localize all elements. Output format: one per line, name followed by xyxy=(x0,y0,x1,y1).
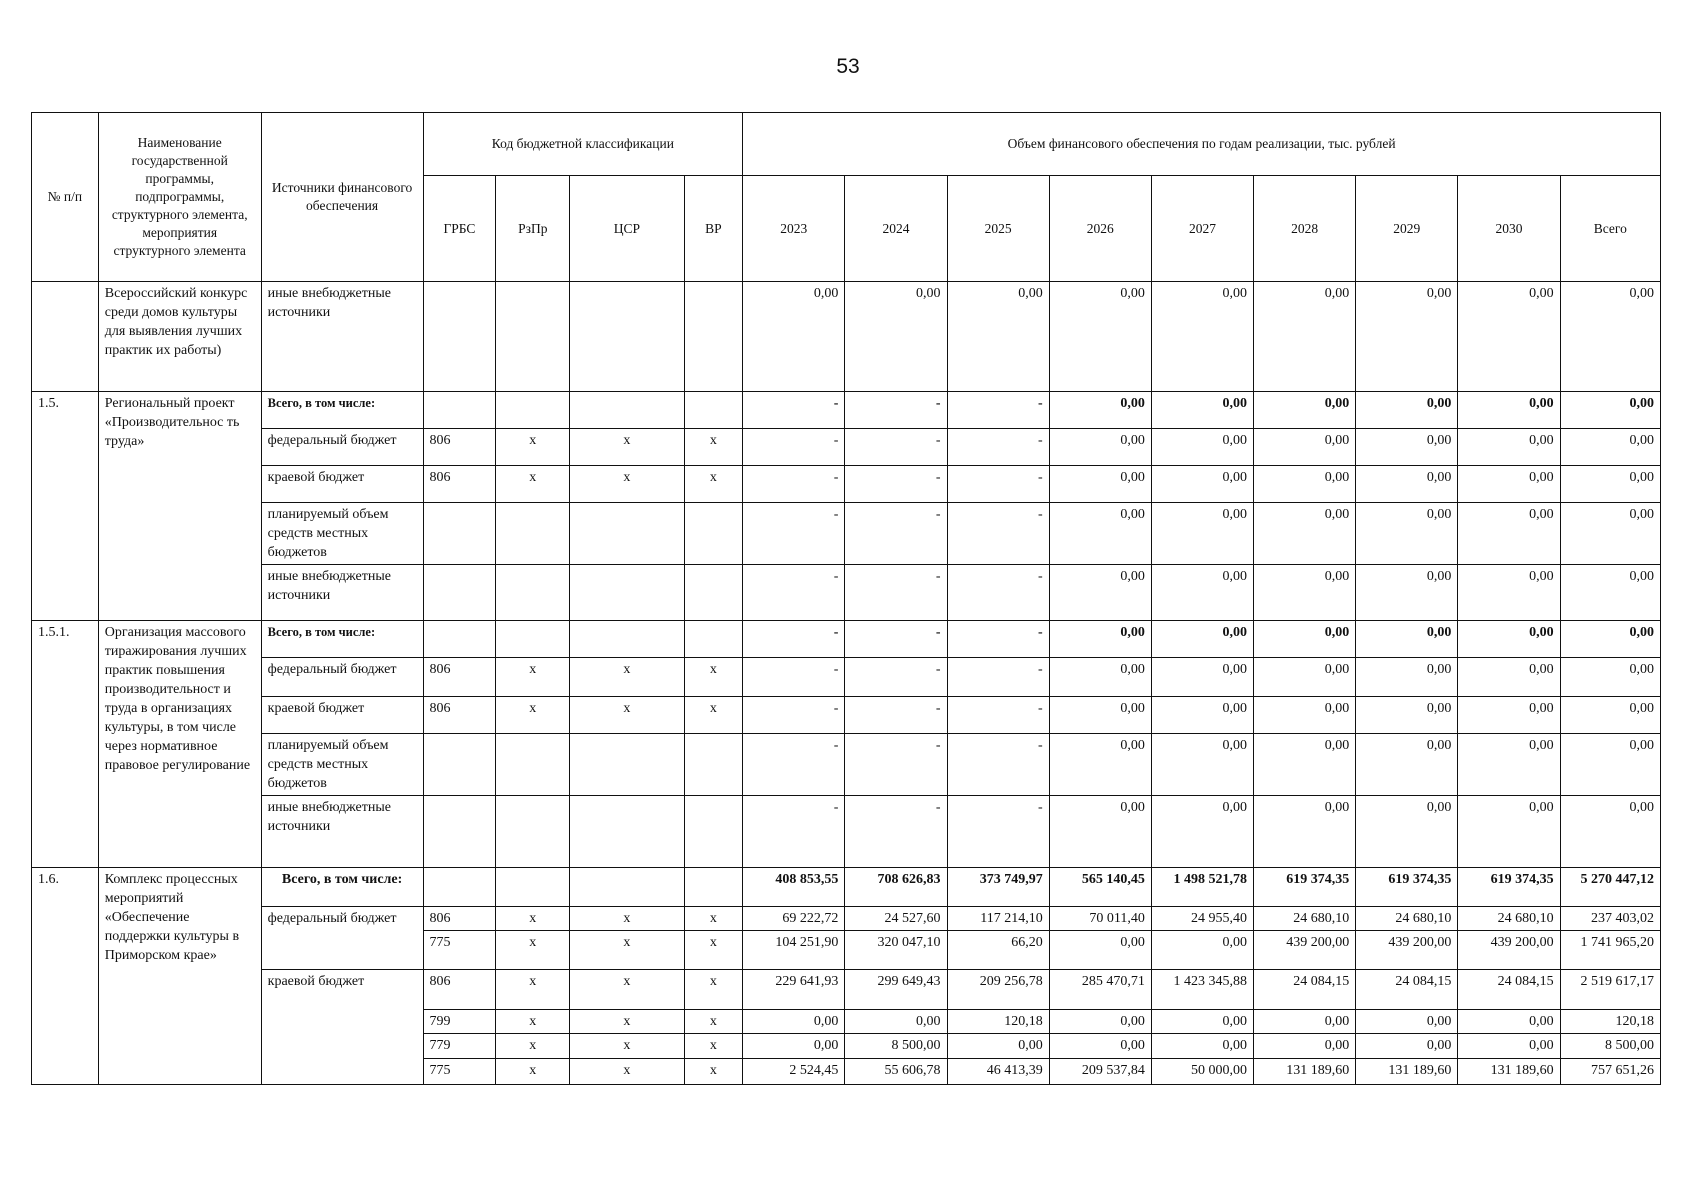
csr-code: x xyxy=(570,1034,684,1059)
vr-code: x xyxy=(684,931,743,970)
table-row xyxy=(32,282,1661,392)
table-row xyxy=(32,697,1661,734)
year-value: 0,00 xyxy=(743,1010,845,1034)
year-value: 0,00 xyxy=(1151,621,1253,658)
year-value: 117 214,10 xyxy=(947,907,1049,931)
year-value: 0,00 xyxy=(1356,282,1458,392)
rzpr-code: x xyxy=(496,970,570,1010)
year-value: - xyxy=(743,392,845,429)
year-value: 0,00 xyxy=(1151,282,1253,392)
year-value: - xyxy=(947,734,1049,796)
year-value: 0,00 xyxy=(1458,466,1560,503)
year-value: 0,00 xyxy=(1049,503,1151,565)
year-value: - xyxy=(845,734,947,796)
csr-code xyxy=(570,282,684,392)
year-value: - xyxy=(947,503,1049,565)
year-value: 0,00 xyxy=(1151,734,1253,796)
year-value: - xyxy=(743,466,845,503)
year-value: 0,00 xyxy=(1458,734,1560,796)
row-number: 1.6. xyxy=(32,868,99,1085)
year-value: 0,00 xyxy=(1356,466,1458,503)
rzpr-code xyxy=(496,621,570,658)
row-number xyxy=(32,282,99,392)
year-value: - xyxy=(947,392,1049,429)
year-value: 0,00 xyxy=(743,282,845,392)
table-row xyxy=(32,503,1661,565)
year-value: 0,00 xyxy=(1458,796,1560,868)
header-volume-group: Объем финансового обеспечения по годам реализации, тыс. рублей xyxy=(743,113,1661,176)
funding-source: федеральный бюджет xyxy=(261,907,423,970)
year-value: - xyxy=(743,658,845,697)
year-value: 0,00 xyxy=(1356,392,1458,429)
rzpr-code xyxy=(496,282,570,392)
year-value: 0,00 xyxy=(1356,565,1458,621)
year-value: 0,00 xyxy=(1458,621,1560,658)
year-value: 24 680,10 xyxy=(1458,907,1560,931)
funding-source: краевой бюджет xyxy=(261,466,423,503)
header-year-2025: 2025 xyxy=(947,176,1049,282)
header-name: Наименование государственной программы, подпрограммы, структурного элемента, мероприятия структурного элемента xyxy=(98,113,261,282)
year-value: 0,00 xyxy=(1356,697,1458,734)
year-value: 0,00 xyxy=(1151,658,1253,697)
year-value: 131 189,60 xyxy=(1356,1059,1458,1085)
header-year-2026: 2026 xyxy=(1049,176,1151,282)
vr-code: x xyxy=(684,658,743,697)
total-value: 0,00 xyxy=(1560,392,1660,429)
csr-code xyxy=(570,868,684,907)
year-value: 708 626,83 xyxy=(845,868,947,907)
year-value: 0,00 xyxy=(1254,429,1356,466)
funding-source: планируемый объем средств местных бюджетов xyxy=(261,734,423,796)
header-year-2028: 2028 xyxy=(1254,176,1356,282)
grbs-code xyxy=(423,503,496,565)
csr-code: x xyxy=(570,970,684,1010)
table-row xyxy=(32,796,1661,868)
year-value: 209 537,84 xyxy=(1049,1059,1151,1085)
year-value: - xyxy=(947,697,1049,734)
total-value: 0,00 xyxy=(1560,621,1660,658)
year-value: 0,00 xyxy=(1049,658,1151,697)
year-value: 0,00 xyxy=(1151,429,1253,466)
year-value: - xyxy=(947,429,1049,466)
item-name: Организация массового тиражирования лучших практик повышения производительност и труда в организациях культуры, в том числе через нормативное правовое регулирование xyxy=(98,621,261,868)
vr-code: x xyxy=(684,697,743,734)
vr-code xyxy=(684,796,743,868)
table-row xyxy=(32,970,1661,1010)
year-value: 55 606,78 xyxy=(845,1059,947,1085)
year-value: 8 500,00 xyxy=(845,1034,947,1059)
year-value: 0,00 xyxy=(1049,734,1151,796)
total-value: 0,00 xyxy=(1560,282,1660,392)
rzpr-code: x xyxy=(496,907,570,931)
csr-code: x xyxy=(570,1010,684,1034)
year-value: 0,00 xyxy=(947,282,1049,392)
total-value: 237 403,02 xyxy=(1560,907,1660,931)
year-value: 0,00 xyxy=(1151,503,1253,565)
header-year-2030: 2030 xyxy=(1458,176,1560,282)
year-value: - xyxy=(845,796,947,868)
year-value: 0,00 xyxy=(1458,697,1560,734)
header-source: Источники финансового обеспечения xyxy=(261,113,423,282)
year-value: - xyxy=(743,565,845,621)
funding-source: Всего, в том числе: xyxy=(261,621,423,658)
year-value: 0,00 xyxy=(1049,392,1151,429)
header-total: Всего xyxy=(1560,176,1660,282)
grbs-code: 779 xyxy=(423,1034,496,1059)
vr-code: x xyxy=(684,466,743,503)
year-value: 0,00 xyxy=(1254,1034,1356,1059)
year-value: 24 680,10 xyxy=(1254,907,1356,931)
year-value: 1 423 345,88 xyxy=(1151,970,1253,1010)
grbs-code xyxy=(423,734,496,796)
year-value: 0,00 xyxy=(1049,796,1151,868)
year-value: - xyxy=(845,658,947,697)
year-value: 0,00 xyxy=(1254,565,1356,621)
year-value: - xyxy=(947,565,1049,621)
year-value: 209 256,78 xyxy=(947,970,1049,1010)
year-value: 439 200,00 xyxy=(1458,931,1560,970)
year-value: 24 084,15 xyxy=(1458,970,1560,1010)
funding-source: Всего, в том числе: xyxy=(261,868,423,907)
year-value: 0,00 xyxy=(1356,658,1458,697)
row-number: 1.5.1. xyxy=(32,621,99,868)
year-value: 0,00 xyxy=(1049,1010,1151,1034)
year-value: 439 200,00 xyxy=(1254,931,1356,970)
header-num: № п/п xyxy=(32,113,99,282)
header-rzpr: РзПр xyxy=(496,176,570,282)
rzpr-code xyxy=(496,868,570,907)
grbs-code: 806 xyxy=(423,970,496,1010)
year-value: 0,00 xyxy=(1356,621,1458,658)
rzpr-code xyxy=(496,503,570,565)
csr-code: x xyxy=(570,429,684,466)
page-number: 53 xyxy=(836,55,860,78)
year-value: - xyxy=(845,429,947,466)
rzpr-code: x xyxy=(496,429,570,466)
csr-code xyxy=(570,503,684,565)
year-value: 69 222,72 xyxy=(743,907,845,931)
year-value: 0,00 xyxy=(1254,658,1356,697)
grbs-code: 806 xyxy=(423,658,496,697)
year-value: 439 200,00 xyxy=(1356,931,1458,970)
csr-code: x xyxy=(570,931,684,970)
grbs-code: 799 xyxy=(423,1010,496,1034)
year-value: 285 470,71 xyxy=(1049,970,1151,1010)
grbs-code xyxy=(423,868,496,907)
year-value: 0,00 xyxy=(1458,392,1560,429)
table-row xyxy=(32,392,1661,429)
year-value: 0,00 xyxy=(1254,466,1356,503)
year-value: 50 000,00 xyxy=(1151,1059,1253,1085)
year-value: 0,00 xyxy=(845,1010,947,1034)
year-value: 0,00 xyxy=(1458,1034,1560,1059)
year-value: 0,00 xyxy=(1151,1010,1253,1034)
rzpr-code xyxy=(496,392,570,429)
rzpr-code: x xyxy=(496,931,570,970)
csr-code xyxy=(570,796,684,868)
year-value: 0,00 xyxy=(1254,1010,1356,1034)
year-value: 1 498 521,78 xyxy=(1151,868,1253,907)
year-value: 0,00 xyxy=(1356,503,1458,565)
year-value: - xyxy=(947,796,1049,868)
total-value: 2 519 617,17 xyxy=(1560,970,1660,1010)
total-value: 8 500,00 xyxy=(1560,1034,1660,1059)
csr-code xyxy=(570,565,684,621)
year-value: 24 084,15 xyxy=(1356,970,1458,1010)
year-value: 0,00 xyxy=(1151,931,1253,970)
year-value: 0,00 xyxy=(1254,697,1356,734)
year-value: - xyxy=(845,565,947,621)
total-value: 757 651,26 xyxy=(1560,1059,1660,1085)
grbs-code: 806 xyxy=(423,907,496,931)
year-value: 0,00 xyxy=(1458,282,1560,392)
grbs-code: 806 xyxy=(423,466,496,503)
vr-code xyxy=(684,392,743,429)
grbs-code xyxy=(423,282,496,392)
year-value: 373 749,97 xyxy=(947,868,1049,907)
total-value: 0,00 xyxy=(1560,565,1660,621)
year-value: 2 524,45 xyxy=(743,1059,845,1085)
vr-code xyxy=(684,621,743,658)
year-value: 0,00 xyxy=(1254,796,1356,868)
year-value: 0,00 xyxy=(1458,429,1560,466)
year-value: 0,00 xyxy=(1049,565,1151,621)
csr-code xyxy=(570,621,684,658)
header-csr: ЦСР xyxy=(570,176,684,282)
year-value: - xyxy=(947,621,1049,658)
total-value: 0,00 xyxy=(1560,503,1660,565)
year-value: 0,00 xyxy=(1356,429,1458,466)
funding-source: иные внебюджетные источники xyxy=(261,282,423,392)
grbs-code xyxy=(423,796,496,868)
year-value: - xyxy=(845,697,947,734)
year-value: 0,00 xyxy=(1356,796,1458,868)
header-code-group: Код бюджетной классификации xyxy=(423,113,743,176)
grbs-code: 775 xyxy=(423,1059,496,1085)
year-value: 0,00 xyxy=(1151,697,1253,734)
year-value: 0,00 xyxy=(1254,734,1356,796)
year-value: 229 641,93 xyxy=(743,970,845,1010)
rzpr-code xyxy=(496,734,570,796)
vr-code: x xyxy=(684,907,743,931)
vr-code: x xyxy=(684,970,743,1010)
funding-source: федеральный бюджет xyxy=(261,658,423,697)
grbs-code xyxy=(423,565,496,621)
year-value: 0,00 xyxy=(1254,621,1356,658)
year-value: 0,00 xyxy=(1458,503,1560,565)
csr-code: x xyxy=(570,466,684,503)
item-name: Всероссийский конкурс среди домов культуры для выявления лучших практик их работы) xyxy=(98,282,261,392)
year-value: 619 374,35 xyxy=(1254,868,1356,907)
csr-code xyxy=(570,734,684,796)
header-year-2029: 2029 xyxy=(1356,176,1458,282)
csr-code: x xyxy=(570,1059,684,1085)
year-value: 0,00 xyxy=(947,1034,1049,1059)
funding-source: иные внебюджетные источники xyxy=(261,565,423,621)
year-value: 299 649,43 xyxy=(845,970,947,1010)
year-value: 0,00 xyxy=(1254,503,1356,565)
year-value: 120,18 xyxy=(947,1010,1049,1034)
total-value: 120,18 xyxy=(1560,1010,1660,1034)
vr-code: x xyxy=(684,1034,743,1059)
year-value: 0,00 xyxy=(1356,1010,1458,1034)
year-value: 0,00 xyxy=(1049,697,1151,734)
header-year-2027: 2027 xyxy=(1151,176,1253,282)
year-value: 0,00 xyxy=(1254,392,1356,429)
year-value: - xyxy=(743,734,845,796)
table-row xyxy=(32,658,1661,697)
year-value: 320 047,10 xyxy=(845,931,947,970)
vr-code: x xyxy=(684,429,743,466)
year-value: - xyxy=(743,429,845,466)
funding-source: краевой бюджет xyxy=(261,970,423,1085)
table-row xyxy=(32,429,1661,466)
year-value: 0,00 xyxy=(743,1034,845,1059)
year-value: 0,00 xyxy=(1049,1034,1151,1059)
year-value: 619 374,35 xyxy=(1458,868,1560,907)
year-value: 0,00 xyxy=(1458,565,1560,621)
csr-code: x xyxy=(570,697,684,734)
year-value: - xyxy=(845,503,947,565)
year-value: 0,00 xyxy=(1151,796,1253,868)
vr-code xyxy=(684,503,743,565)
rzpr-code: x xyxy=(496,697,570,734)
total-value: 0,00 xyxy=(1560,466,1660,503)
item-name: Комплекс процессных мероприятий «Обеспечение поддержки культуры в Приморском крае» xyxy=(98,868,261,1085)
year-value: 104 251,90 xyxy=(743,931,845,970)
year-value: 24 680,10 xyxy=(1356,907,1458,931)
year-value: - xyxy=(845,621,947,658)
total-value: 0,00 xyxy=(1560,796,1660,868)
vr-code: x xyxy=(684,1059,743,1085)
vr-code xyxy=(684,565,743,621)
year-value: 0,00 xyxy=(1151,1034,1253,1059)
total-value: 1 741 965,20 xyxy=(1560,931,1660,970)
total-value: 0,00 xyxy=(1560,734,1660,796)
year-value: 46 413,39 xyxy=(947,1059,1049,1085)
table-row xyxy=(32,868,1661,907)
table-row xyxy=(32,907,1661,931)
grbs-code: 806 xyxy=(423,429,496,466)
item-name: Региональный проект «Производительнос ть труда» xyxy=(98,392,261,621)
year-value: 0,00 xyxy=(1049,429,1151,466)
grbs-code xyxy=(423,621,496,658)
rzpr-code: x xyxy=(496,658,570,697)
total-value: 0,00 xyxy=(1560,658,1660,697)
year-value: 66,20 xyxy=(947,931,1049,970)
funding-source: Всего, в том числе: xyxy=(261,392,423,429)
year-value: 24 527,60 xyxy=(845,907,947,931)
row-number: 1.5. xyxy=(32,392,99,621)
year-value: 0,00 xyxy=(1151,466,1253,503)
year-value: 24 955,40 xyxy=(1151,907,1253,931)
funding-source: планируемый объем средств местных бюджетов xyxy=(261,503,423,565)
year-value: 0,00 xyxy=(1049,931,1151,970)
vr-code xyxy=(684,282,743,392)
year-value: 0,00 xyxy=(1049,282,1151,392)
year-value: 0,00 xyxy=(1049,621,1151,658)
total-value: 5 270 447,12 xyxy=(1560,868,1660,907)
vr-code: x xyxy=(684,1010,743,1034)
year-value: 0,00 xyxy=(1151,565,1253,621)
funding-source: иные внебюджетные источники xyxy=(261,796,423,868)
vr-code xyxy=(684,734,743,796)
vr-code xyxy=(684,868,743,907)
rzpr-code: x xyxy=(496,466,570,503)
year-value: 0,00 xyxy=(1458,1010,1560,1034)
table-header xyxy=(32,113,1661,282)
year-value: 131 189,60 xyxy=(1254,1059,1356,1085)
grbs-code: 806 xyxy=(423,697,496,734)
funding-source: федеральный бюджет xyxy=(261,429,423,466)
table-row xyxy=(32,565,1661,621)
year-value: 0,00 xyxy=(1356,734,1458,796)
csr-code: x xyxy=(570,658,684,697)
year-value: - xyxy=(743,621,845,658)
csr-code: x xyxy=(570,907,684,931)
rzpr-code: x xyxy=(496,1034,570,1059)
rzpr-code xyxy=(496,796,570,868)
funding-source: краевой бюджет xyxy=(261,697,423,734)
year-value: 619 374,35 xyxy=(1356,868,1458,907)
header-vr: ВР xyxy=(684,176,743,282)
year-value: 131 189,60 xyxy=(1458,1059,1560,1085)
total-value: 0,00 xyxy=(1560,697,1660,734)
year-value: - xyxy=(947,658,1049,697)
rzpr-code: x xyxy=(496,1010,570,1034)
header-grbs: ГРБС xyxy=(423,176,496,282)
table-row xyxy=(32,621,1661,658)
year-value: 0,00 xyxy=(845,282,947,392)
year-value: 24 084,15 xyxy=(1254,970,1356,1010)
year-value: 0,00 xyxy=(1049,466,1151,503)
year-value: - xyxy=(947,466,1049,503)
financing-table xyxy=(31,112,1661,1085)
year-value: 0,00 xyxy=(1254,282,1356,392)
year-value: - xyxy=(743,697,845,734)
year-value: 565 140,45 xyxy=(1049,868,1151,907)
csr-code xyxy=(570,392,684,429)
header-year-2023: 2023 xyxy=(743,176,845,282)
header-year-2024: 2024 xyxy=(845,176,947,282)
total-value: 0,00 xyxy=(1560,429,1660,466)
year-value: 70 011,40 xyxy=(1049,907,1151,931)
rzpr-code: x xyxy=(496,1059,570,1085)
year-value: - xyxy=(845,392,947,429)
year-value: 0,00 xyxy=(1151,392,1253,429)
year-value: 0,00 xyxy=(1356,1034,1458,1059)
year-value: - xyxy=(743,796,845,868)
table-row xyxy=(32,466,1661,503)
year-value: 408 853,55 xyxy=(743,868,845,907)
year-value: - xyxy=(743,503,845,565)
rzpr-code xyxy=(496,565,570,621)
grbs-code: 775 xyxy=(423,931,496,970)
grbs-code xyxy=(423,392,496,429)
table-row xyxy=(32,734,1661,796)
year-value: 0,00 xyxy=(1458,658,1560,697)
table-body xyxy=(32,282,1661,1085)
year-value: - xyxy=(845,466,947,503)
